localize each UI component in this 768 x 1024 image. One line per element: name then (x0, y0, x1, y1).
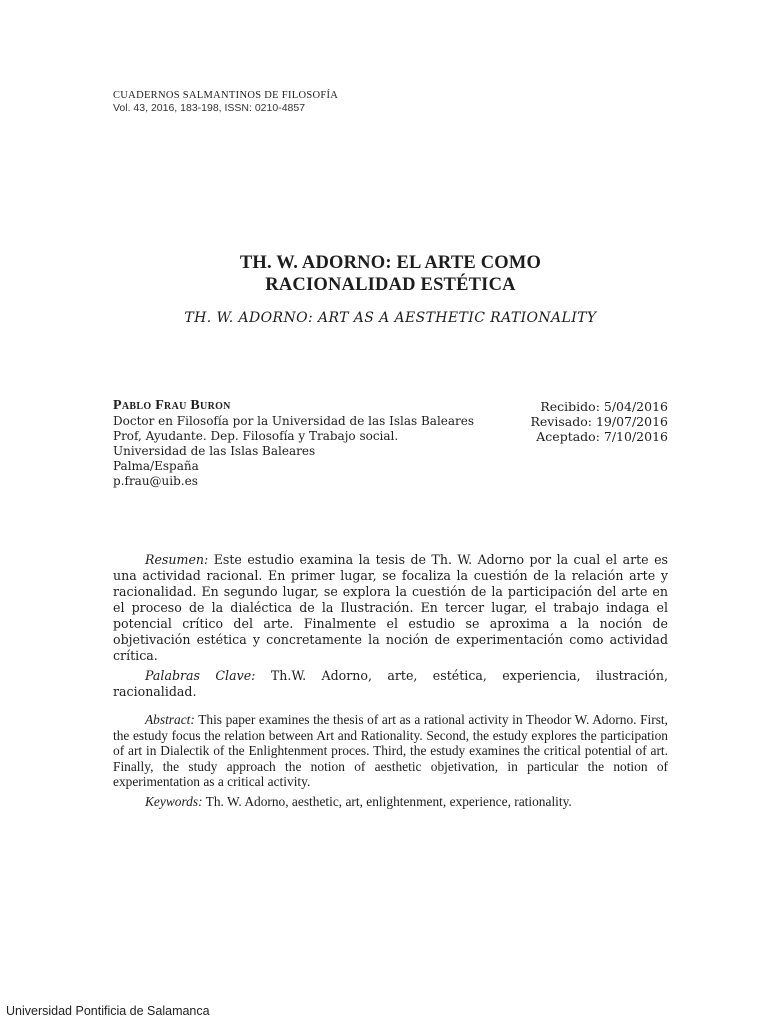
author-email: p.frau@uib.es (113, 474, 198, 488)
article-subtitle: TH. W. ADORNO: ART AS A AESTHETIC RATIONALITY (184, 310, 597, 326)
affiliation-line: Palma/España (113, 459, 199, 473)
article-title-line-2: RACIONALIDAD ESTÉTICA (265, 275, 516, 295)
author-name: Pablo Frau Buron (113, 398, 231, 413)
article-title-line-1: TH. W. ADORNO: EL ARTE COMO (239, 253, 542, 273)
article-title (113, 252, 668, 296)
journal-header (113, 89, 338, 115)
affiliation-line: Universidad de las Islas Baleares (113, 444, 316, 458)
affiliation-line: Prof, Ayudante. Dep. Filosofía y Trabajo social. (113, 429, 399, 443)
abstract-text: This paper examines the thesis of art as a rational activity in Theodor W. Adorno. First, the estudy focus the relation between Art and Rationality. Second, the estudy explores the participation of art in Dialectik of the Enlightenment proces. Third, the estudy examines the critical potential of art. Finally, the study approach the notion of aesthetic objetivation, in particular the notion of experimentation as a critical activity. (113, 712, 668, 789)
palabras-clave-paragraph (113, 668, 668, 700)
resumen-label: Resumen: (145, 552, 209, 567)
keywords-text: Th. W. Adorno, aesthetic, art, enlightenment, experience, rationality. (202, 793, 572, 809)
date-received: Recibido: 5/04/2016 (540, 399, 668, 414)
date-accepted: Aceptado: 7/10/2016 (536, 429, 668, 444)
keywords-label: Keywords: (145, 793, 203, 809)
palabras-clave-text: Th.W. Adorno, arte, estética, experiencia, ilustración, racionalidad. (113, 668, 668, 699)
abstract-body (113, 552, 668, 809)
abstract-label: Abstract: (145, 712, 195, 727)
palabras-clave-label: Palabras Clave: (145, 668, 256, 683)
date-revised: Revisado: 19/07/2016 (530, 414, 668, 429)
resumen-text: Este estudio examina la tesis de Th. W. Adorno por la cual el arte es una actividad racional. En primer lugar, se focaliza la cuestión de la relación arte y racionalidad. En segundo lugar, se explora la cuestión de la participación del arte en el proceso de la dialéctica de la Ilustración. En tercer lugar, el trabajo indaga el potencial crítico del arte. Finalmente el estudio se aproxima a la noción de objetivación estética y concretamente la noción de experimentación como actividad crítica. (113, 552, 668, 663)
resumen-paragraph (113, 552, 668, 664)
journal-name: CUADERNOS SALMANTINOS DE FILOSOFÍA (113, 90, 339, 101)
keywords-paragraph (113, 794, 668, 810)
title-block (113, 252, 668, 326)
dates-block (531, 399, 669, 444)
author-block (113, 398, 493, 489)
affiliation-line: Doctor en Filosofía por la Universidad de las Islas Baleares (113, 414, 475, 428)
footer-watermark: Universidad Pontificia de Salamanca (6, 1004, 210, 1018)
journal-volume-info: Vol. 43, 2016, 183-198, ISSN: 0210-4857 (113, 102, 306, 114)
abstract-paragraph (113, 712, 668, 790)
